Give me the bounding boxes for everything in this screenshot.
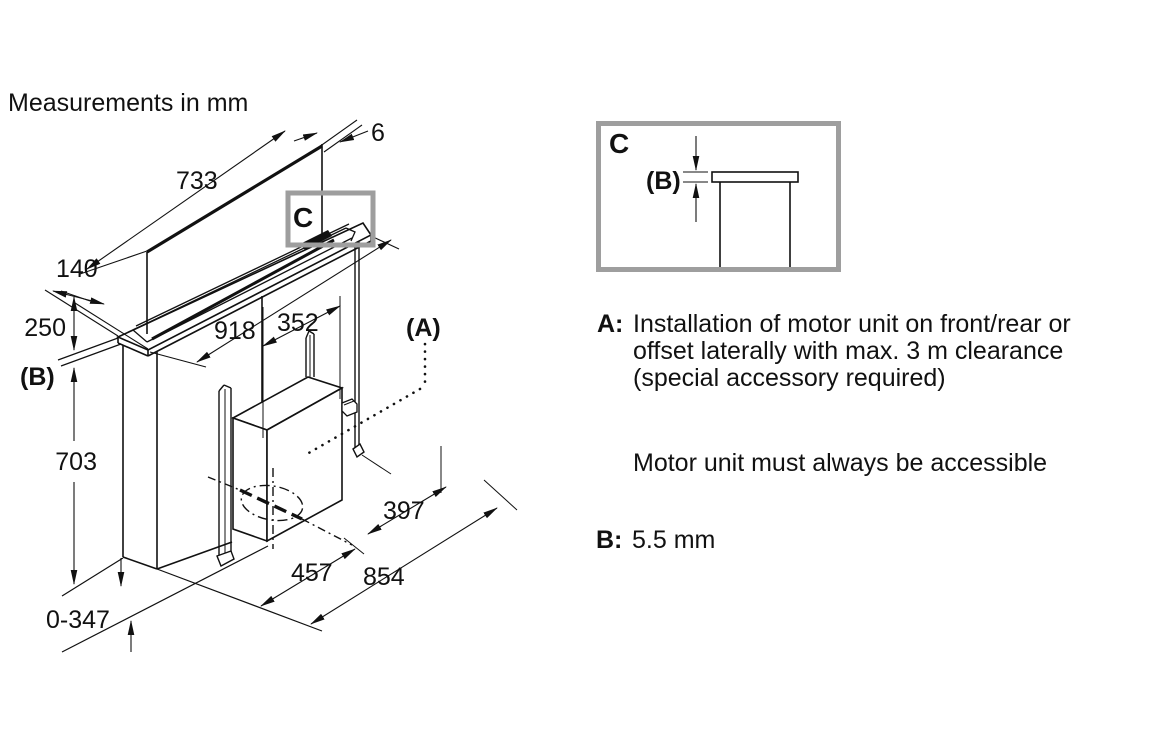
detail-c-sketch	[601, 126, 836, 267]
mounting-rail-right	[353, 242, 391, 474]
gap-reference-lines	[58, 338, 121, 366]
page-title: Measurements in mm	[8, 89, 249, 117]
note-a-label: A:	[597, 310, 624, 338]
dim-label-0-347: 0-347	[46, 606, 110, 634]
cover-strip	[712, 172, 798, 182]
gap-label: (B)	[20, 363, 55, 391]
motor-accessibility-note: Motor unit must always be accessible	[633, 449, 1048, 477]
dim-label-703: 703	[55, 448, 97, 476]
dim-label-457: 457	[291, 559, 333, 587]
note-b-label: B:	[596, 526, 623, 554]
mounting-rail-middle	[306, 331, 314, 377]
dim-label-140: 140	[56, 255, 98, 283]
dim-label-854: 854	[363, 563, 405, 591]
detail-c-gap-label: (B)	[646, 167, 681, 195]
note-a-line-2: offset laterally with max. 3 m clearance	[633, 337, 1064, 365]
detail-c-box	[596, 121, 841, 272]
note-a-text	[633, 311, 1071, 392]
dimension-panel-width	[80, 131, 285, 274]
dim-label-397: 397	[383, 497, 425, 525]
dim-label-733: 733	[176, 167, 218, 195]
dim-label-250: 250	[24, 314, 66, 342]
dim-label-918: 918	[214, 317, 256, 345]
note-a-line-1: Installation of motor unit on front/rear or	[633, 310, 1071, 338]
mounting-rail-left	[217, 385, 234, 566]
connector-stub	[342, 399, 357, 416]
note-b-value: 5.5 mm	[632, 526, 716, 554]
motor-position-label: (A)	[406, 314, 441, 342]
dim-label-352: 352	[277, 309, 319, 337]
dimension-foot-adjust	[121, 558, 131, 652]
dim-label-6: 6	[371, 119, 385, 147]
detail-c-callout-label: C	[293, 202, 314, 233]
floor-lines	[62, 546, 322, 652]
dimension-panel-thickness	[294, 120, 368, 152]
note-a-line-3: (special accessory required)	[633, 364, 946, 392]
detail-c-label: C	[609, 128, 630, 159]
